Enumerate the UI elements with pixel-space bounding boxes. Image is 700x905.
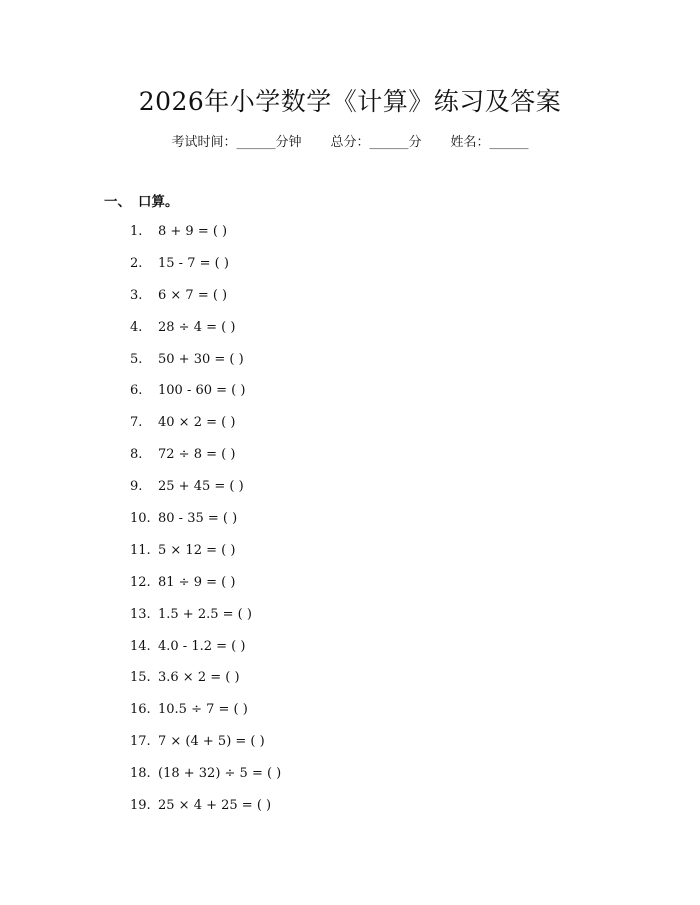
name-label: 姓名： (450, 135, 490, 150)
problem-number: 18. (130, 766, 151, 782)
problem-expression: 100 - 60 = ( ) (158, 383, 246, 399)
problem-expression: 5 × 12 = ( ) (158, 542, 236, 558)
problem-number: 10. (130, 511, 151, 527)
problem-item (130, 477, 281, 509)
problem-expression: 15 - 7 = ( ) (158, 255, 229, 271)
problem-number: 6. (130, 383, 143, 399)
problem-number: 15. (130, 670, 151, 686)
problem-item (130, 413, 281, 445)
problem-expression: 72 ÷ 8 = ( ) (158, 447, 236, 463)
problem-number: 16. (130, 702, 151, 718)
problem-item (130, 445, 281, 477)
problem-list (130, 222, 281, 828)
problem-number: 3. (130, 287, 143, 303)
problem-item (130, 605, 281, 637)
problem-expression: 7 × (4 + 5) = ( ) (158, 734, 265, 750)
total-score-label: 总分： (330, 135, 370, 150)
exam-info-line (0, 131, 700, 150)
total-score-blank: ______ (369, 135, 409, 150)
problem-number: 1. (130, 224, 143, 239)
problem-expression: 25 + 45 = ( ) (158, 479, 244, 495)
problem-number: 19. (130, 798, 151, 814)
problem-number: 2. (130, 255, 143, 271)
problem-item (130, 509, 281, 541)
problem-item (130, 732, 281, 764)
problem-item (130, 796, 281, 828)
exam-time-unit: 分钟 (275, 135, 302, 150)
problem-item (130, 350, 281, 382)
problem-number: 5. (130, 351, 143, 367)
problem-number: 4. (130, 319, 143, 335)
section-number: 一、 (104, 194, 131, 210)
exam-time-blank: ______ (236, 135, 276, 150)
problem-expression: 10.5 ÷ 7 = ( ) (158, 702, 248, 718)
problem-number: 13. (130, 606, 151, 622)
problem-number: 17. (130, 734, 151, 750)
exam-time-label: 考试时间： (171, 135, 237, 150)
problem-item (130, 222, 281, 254)
problem-item (130, 700, 281, 732)
name-blank: ______ (489, 135, 529, 150)
problem-item (130, 668, 281, 700)
problem-expression: 50 + 30 = ( ) (158, 351, 244, 367)
problem-item (130, 286, 281, 318)
problem-number: 14. (130, 638, 151, 654)
problem-item (130, 254, 281, 286)
section-title: 口算。 (138, 194, 179, 210)
total-score-unit: 分 (408, 135, 422, 150)
problem-expression: 25 × 4 + 25 = ( ) (158, 798, 272, 814)
problem-expression: 6 × 7 = ( ) (158, 287, 228, 303)
problem-expression: 4.0 - 1.2 = ( ) (158, 638, 246, 654)
problem-item (130, 381, 281, 413)
problem-expression: 8 + 9 = ( ) (158, 224, 228, 239)
section-heading (104, 190, 179, 210)
problem-number: 8. (130, 447, 143, 463)
problem-expression: 40 × 2 = ( ) (158, 415, 236, 431)
problem-number: 11. (130, 542, 151, 558)
problem-expression: 81 ÷ 9 = ( ) (158, 574, 236, 590)
problem-expression: 28 ÷ 4 = ( ) (158, 319, 236, 335)
problem-expression: 1.5 + 2.5 = ( ) (158, 606, 252, 622)
problem-expression: 3.6 × 2 = ( ) (158, 670, 240, 686)
problem-item (130, 637, 281, 669)
problem-number: 9. (130, 479, 143, 495)
problem-expression: 80 - 35 = ( ) (158, 511, 238, 527)
problem-item (130, 541, 281, 573)
problem-item (130, 764, 281, 796)
problem-number: 7. (130, 415, 143, 431)
page-title: 2026年小学数学《计算》练习及答案 (138, 87, 562, 116)
problem-item (130, 318, 281, 350)
problem-number: 12. (130, 574, 151, 590)
problem-item (130, 573, 281, 605)
problem-expression: (18 + 32) ÷ 5 = ( ) (158, 766, 282, 782)
